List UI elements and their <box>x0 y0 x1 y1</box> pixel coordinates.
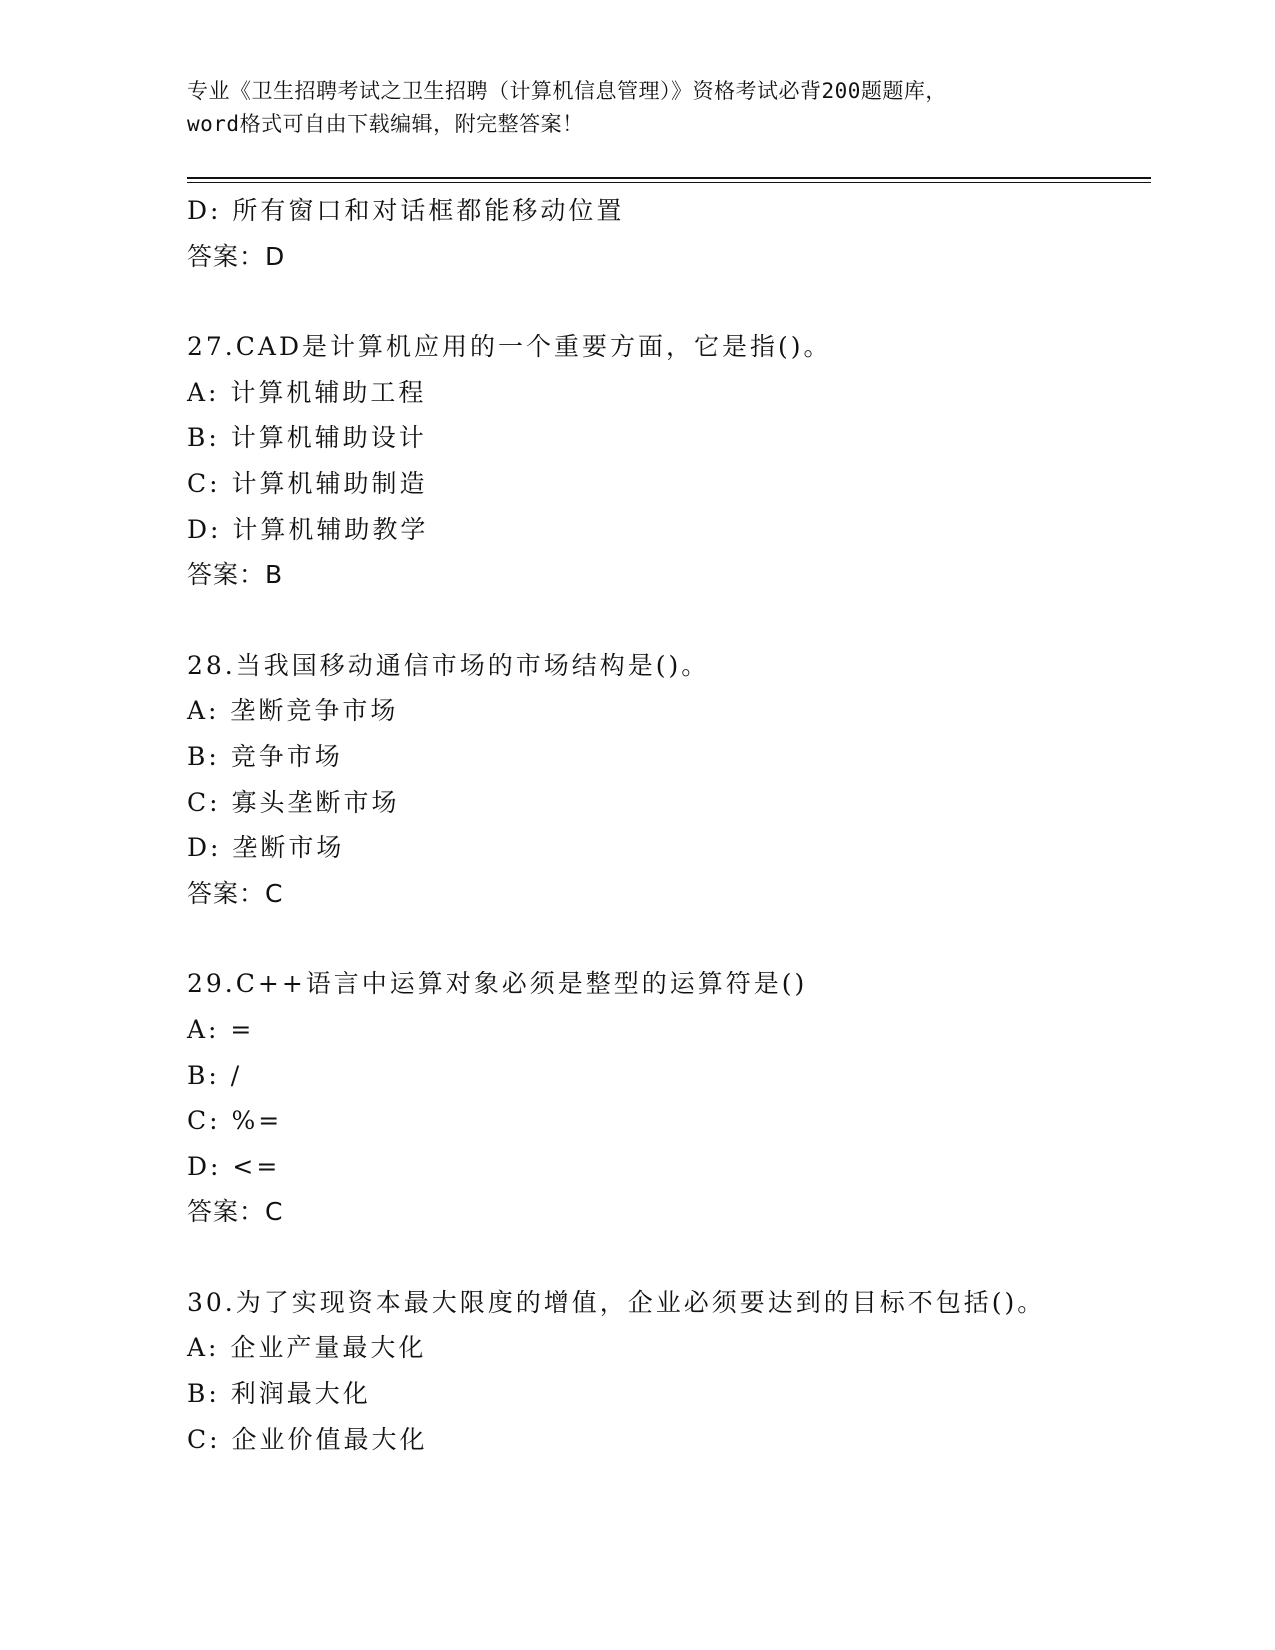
question-stem: 30.为了实现资本最大限度的增值，企业必须要达到的目标不包括()。 <box>187 1287 1046 1317</box>
option-d: D: 所有窗口和对话框都能移动位置 <box>187 196 625 225</box>
answer: 答案：C <box>187 1197 284 1227</box>
answer: 答案：B <box>187 560 284 590</box>
header-line-2: word格式可自由下载编辑，附完整答案！ <box>187 112 584 136</box>
question-30 <box>187 1280 1147 1462</box>
answer: 答案：D <box>187 241 286 271</box>
spacer <box>187 916 1147 961</box>
option-b: B: 计算机辅助设计 <box>187 423 427 453</box>
option-c: C: 寡头垄断市场 <box>187 787 400 817</box>
answer: 答案：C <box>187 878 284 908</box>
document-header <box>187 75 1147 141</box>
spacer <box>187 598 1147 643</box>
option-d: D: 垄断市场 <box>187 833 345 863</box>
header-rule-thin <box>187 182 1151 183</box>
option-d: D: <= <box>187 1151 281 1181</box>
option-d: D: 计算机辅助教学 <box>187 514 429 544</box>
question-27 <box>187 324 1147 598</box>
option-a: A: = <box>187 1014 255 1044</box>
option-a: A: 垄断竞争市场 <box>187 696 399 726</box>
header-line-1: 专业《卫生招聘考试之卫生招聘（计算机信息管理）》资格考试必背200题题库， <box>187 79 947 103</box>
option-b: B: 竞争市场 <box>187 741 343 771</box>
option-a: A: 企业产量最大化 <box>187 1333 427 1363</box>
question-stem: 29.C++语言中运算对象必须是整型的运算符是() <box>187 969 808 999</box>
option-c: C: 计算机辅助制造 <box>187 468 428 498</box>
question-stem: 27.CAD是计算机应用的一个重要方面，它是指()。 <box>187 332 832 362</box>
header-rule-thick <box>187 177 1151 179</box>
option-b: B: / <box>187 1060 243 1090</box>
option-c: C: %= <box>187 1106 283 1136</box>
question-29 <box>187 961 1147 1235</box>
option-c: C: 企业价值最大化 <box>187 1424 428 1454</box>
spacer <box>187 1235 1147 1280</box>
question-list <box>187 188 1147 1462</box>
spacer <box>187 279 1147 324</box>
option-a: A: 计算机辅助工程 <box>187 377 427 407</box>
option-b: B: 利润最大化 <box>187 1379 371 1409</box>
question-stem: 28.当我国移动通信市场的市场结构是()。 <box>187 650 710 680</box>
question-28 <box>187 643 1147 917</box>
